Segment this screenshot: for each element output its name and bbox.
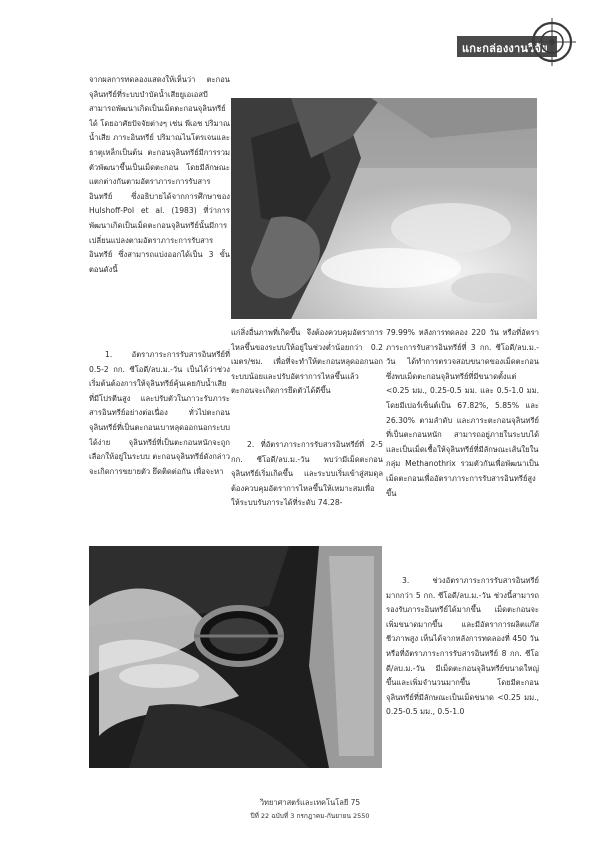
photo-water-flow: [231, 98, 537, 319]
column3-paragraph1: 79.99% หลังการทดลอง 220 วัน หรือที่อัตราภาระการรับสารอินทรีย์ที่ 3 กก. ซีโอดี/ลบ.ม.-วัน ได้ทำการตรวจสอบขนาดของเม็ดตะกอน ซึ่งพบเม็ดตะกอนจุลินทรีย์ที่มีขนาดตั้งแต่ <0.25 มม., 0.25-0.5 มม. และ 0.5-1.0 มม. โดยมีเปอร์เซ็นต์เป็น 67.82%, 5.85% และ 26.30% ตามลำดับ และภาระตะกอนจุลินทรีย์ที่เป็นตะกอนหนัก สามารถอยู่ภายในระบบได้ และเป็นเม็ดเชื้อให้จุลินทรีย์ที่มีลักษณะเส้นใยในกลุ่ม Methanothrix รวมตัวกันเพื่อพัฒนาเป็นเม็ดตะกอนเพื่ออัตราภาระการรับสารอินทรีย์สูงขึ้น: [386, 328, 539, 498]
footer-issue: ปีที่ 22 ฉบับที่ 3 กรกฎาคม-กันยายน 2550: [250, 812, 370, 820]
column1-paragraph1: จากผลการทดลองแสดงให้เห็นว่า ตะกอนจุลินทรีย์ที่ระบบบำบัดน้ำเสียยูเอเอสบีสามารถพัฒนาเกิดเป็นเม็ดตะกอนจุลินทรีย์ได้ โดยอาศัยปัจจัยต่างๆ เช่น พีเอช ปริมาณน้ำเสีย ภาระอินทรีย์ ปริมาณไนโตรเจนและธาตุเหล็กเป็นต้น ตะกอนจุลินทรีย์มีการรวมตัวพัฒนาขึ้นเป็นเม็ดตะกอน โดยมีลักษณะแตกต่างกันตามอัตราภาระการรับสารอินทรีย์ ซึ่งอธิบายได้จากการศึกษาของ Hulshoff-Pol et al. (1983) ที่ว่าการพัฒนาเกิดเป็นเม็ดตะกอนจุลินทรีย์นั้นมีการเปลี่ยนแปลงตามอัตราภาระการรับสารอินทรีย์ ซึ่งสามารถแบ่งออกได้เป็น 3 ขั้นตอนดังนี้: [89, 75, 230, 274]
photo-pipe-outlet: [89, 546, 382, 768]
footer-journal-page: วิทยาศาสตร์และเทคโนโลยี 75: [259, 798, 361, 807]
column3-paragraph2: 3. ช่วงอัตราภาระการรับสารอินทรีย์มากกว่า 5 กก. ซีโอดี/ลบ.ม.-วัน ช่วงนี้สามารถรองรับภาระอินทรีย์ได้มากขึ้น เม็ดตะกอนจะเพิ่มขนาดมากขึ้น และมีอัตราการผลิตแก๊สชีวภาพสูง เห็นได้จากหลังการทดลองที่ 450 วัน หรือที่อัตราภาระการรับสารอินทรีย์ 8 กก. ซีโอดี/ลบ.ม.-วัน มีเม็ดตะกอนจุลินทรีย์ขนาดใหญ่ขึ้นและเพิ่มจำนวนมากขึ้น โดยมีตะกอนจุลินทรีย์ที่มีลักษณะเป็นเม็ดขนาด <0.25 มม., 0.25-0.5 มม., 0.5-1.0: [386, 576, 539, 717]
column2-paragraph2: 2. ที่อัตราภาระการรับสารอินทรีย์ที่ 2-5 กก. ซีโอดี/ลบ.ม.-วัน พบว่ามีเม็ดตะกอนจุลินทรีย์เริ่มเกิดขึ้น และระบบเริ่มเข้าสู่สมดุล ต้องควบคุมอัตราการไหลขึ้นให้เหมาะสมเพื่อให้ระบบรับภาระได้ที่ระดับ 74.28-: [231, 440, 383, 508]
section-title: แกะกล่องงานวิจัย: [462, 42, 548, 55]
target-ring-icon: [528, 18, 576, 66]
column1-paragraph2: 1. อัตราภาระการรับสารอินทรีย์ที่ 0.5-2 กก. ซีโอดี/ลบ.ม.-วัน เป็นได้ว่าช่วงเริ่มต้นต้องการให้จุลินทรีย์คุ้นเคยกับน้ำเสียที่มีโปรตีนสูง และปรับตัวในภาวะรับภาระสารอินทรีย์อย่างต่อเนื่อง ทั่วไปตะกอนจุลินทรีย์ที่เป็นตะกอนเบาหลุดออกนอกระบบได้ง่าย จุลินทรีย์ที่เป็นตะกอนหนักจะถูกเลือกให้อยู่ในระบบ ตะกอนจุลินทรีย์ดังกล่าวจะเกิดการขยายตัว ยึดติดต่อกัน เพื่อจะหา: [89, 350, 230, 476]
column2-paragraph1: แก่สิ่งอื่นภาพที่เกิดขึ้น จึงต้องควบคุมอัตราการไหลขึ้นของระบบให้อยู่ในช่วงต่ำน้อยกว่า 0.2 เมตร/ชม. เพื่อที่จะทำให้ตะกอนหลุดออกนอกระบบน้อยและปรับอัตราการไหลขึ้นแล้ว ตะกอนจะเกิดการยึดตัวได้ดีขึ้น: [231, 328, 383, 396]
